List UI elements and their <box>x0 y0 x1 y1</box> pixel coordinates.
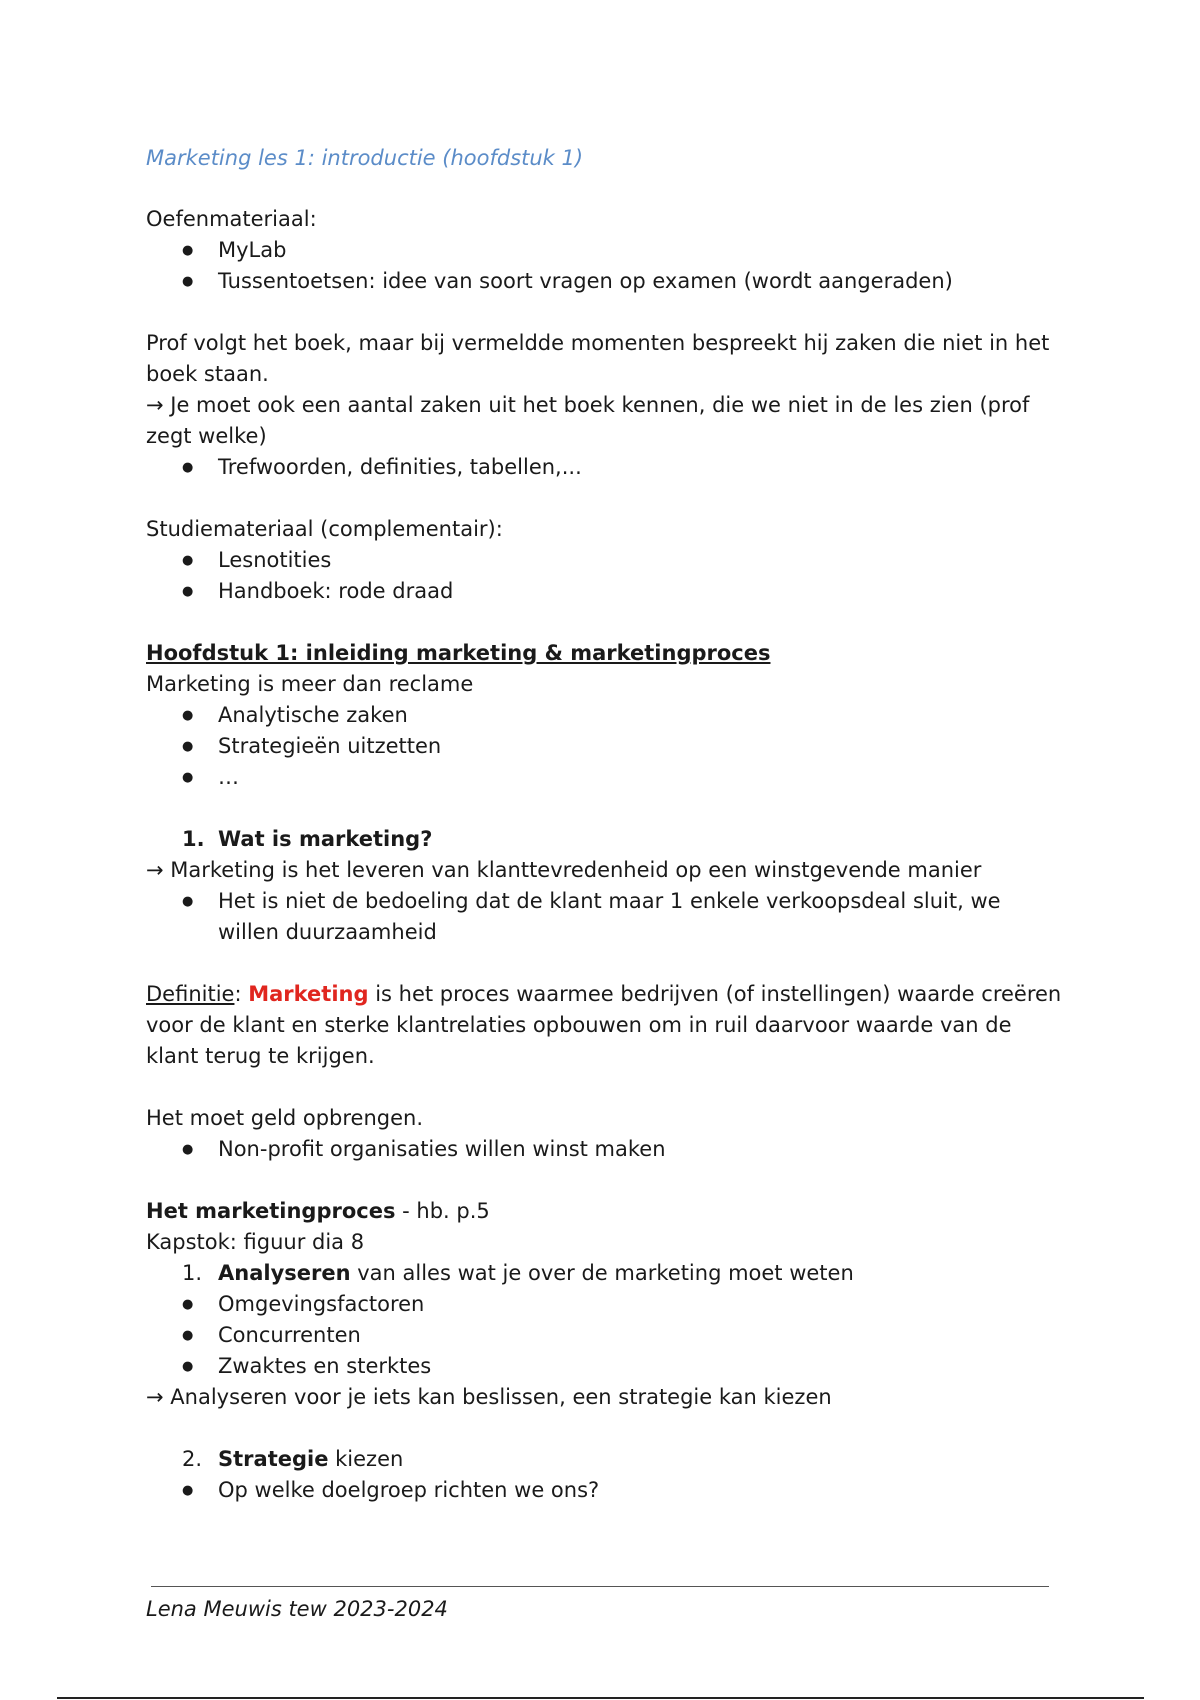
page-bottom-divider <box>57 1697 1144 1699</box>
section1-list <box>146 886 1066 948</box>
process-heading-line <box>146 1196 1066 1227</box>
footer-author: Lena Meuwis tew 2023-2024 <box>146 1597 448 1621</box>
list-item: ● Zwaktes en sterktes <box>218 1351 1066 1382</box>
list-item: ● MyLab <box>218 235 1066 266</box>
step-keyword: Analyseren <box>218 1261 351 1285</box>
process-step-2 <box>146 1444 1066 1475</box>
step-number: 2. <box>182 1447 203 1471</box>
chapter-intro: Marketing is meer dan reclame <box>146 672 474 696</box>
step-number: 1. <box>182 1261 203 1285</box>
step-text: kiezen <box>328 1447 404 1471</box>
process-step-1 <box>146 1258 1066 1289</box>
definition-label: Definitie <box>146 982 235 1006</box>
process-heading: Het marketingproces <box>146 1199 396 1223</box>
list-item: ● Op welke doelgroep richten we ons? <box>218 1475 1066 1506</box>
oefen-list <box>146 235 1066 297</box>
definition-paragraph <box>146 979 1066 1072</box>
section-title: Wat is marketing? <box>218 827 433 851</box>
step-keyword: Strategie <box>218 1447 329 1471</box>
list-item: ● Trefwoorden, definities, tabellen,... <box>218 452 1066 483</box>
process-reference: - hb. p.5 <box>395 1199 490 1223</box>
list-item: ● Analytische zaken <box>218 700 1066 731</box>
section1-heading <box>146 824 1066 855</box>
list-item: ● Tussentoetsen: idee van soort vragen op examen (wordt aangeraden) <box>218 266 1066 297</box>
list-item: ● Omgevingsfactoren <box>218 1289 1066 1320</box>
list-item: ● Lesnotities <box>218 545 1066 576</box>
studie-label: Studiemateriaal (complementair): <box>146 517 503 541</box>
list-item: ● … <box>218 762 1066 793</box>
section1-arrow-note: → Marketing is het leveren van klanttevredenheid op een winstgevende manier <box>146 858 982 882</box>
kapstok-line: Kapstok: figuur dia 8 <box>146 1230 365 1254</box>
list-item: ● Het is niet de bedoeling dat de klant maar 1 enkele verkoopsdeal sluit, we willen duurzaamheid <box>218 886 1066 948</box>
chapter-heading: Hoofdstuk 1: inleiding marketing & marketingproces <box>146 641 771 665</box>
section-number: 1. <box>182 827 205 851</box>
document-page <box>146 143 1066 1506</box>
step1-list <box>146 1289 1066 1382</box>
footer-divider <box>151 1586 1049 1587</box>
list-item: ● Concurrenten <box>218 1320 1066 1351</box>
prof-arrow-note: → Je moet ook een aantal zaken uit het boek kennen, die we niet in de les zien (prof zegt welke) <box>146 393 1030 448</box>
list-item: ● Handboek: rode draad <box>218 576 1066 607</box>
prof-paragraph: Prof volgt het boek, maar bij vermeldde momenten bespreekt hij zaken die niet in het boek staan. <box>146 331 1050 386</box>
geld-list <box>146 1134 1066 1165</box>
process-arrow-note: → Analyseren voor je iets kan beslissen, een strategie kan kiezen <box>146 1385 832 1409</box>
prof-list <box>146 452 1066 483</box>
definition-colon: : <box>234 982 249 1006</box>
list-item: ● Non-profit organisaties willen winst maken <box>218 1134 1066 1165</box>
document-title: Marketing les 1: introductie (hoofdstuk 1) <box>146 146 584 170</box>
oefen-label: Oefenmateriaal: <box>146 207 317 231</box>
step-text: van alles wat je over de marketing moet weten <box>350 1261 854 1285</box>
list-item: ● Strategieën uitzetten <box>218 731 1066 762</box>
definition-text: is het proces waarmee bedrijven (of instellingen) waarde creëren voor de klant en sterke klantrelaties opbouwen om in ruil daarvoor waarde van de klant terug te krijgen. <box>146 982 1062 1068</box>
definition-term: Marketing <box>248 982 369 1006</box>
step2-list <box>146 1475 1066 1506</box>
studie-list <box>146 545 1066 607</box>
chapter-list <box>146 700 1066 793</box>
geld-paragraph: Het moet geld opbrengen. <box>146 1106 423 1130</box>
